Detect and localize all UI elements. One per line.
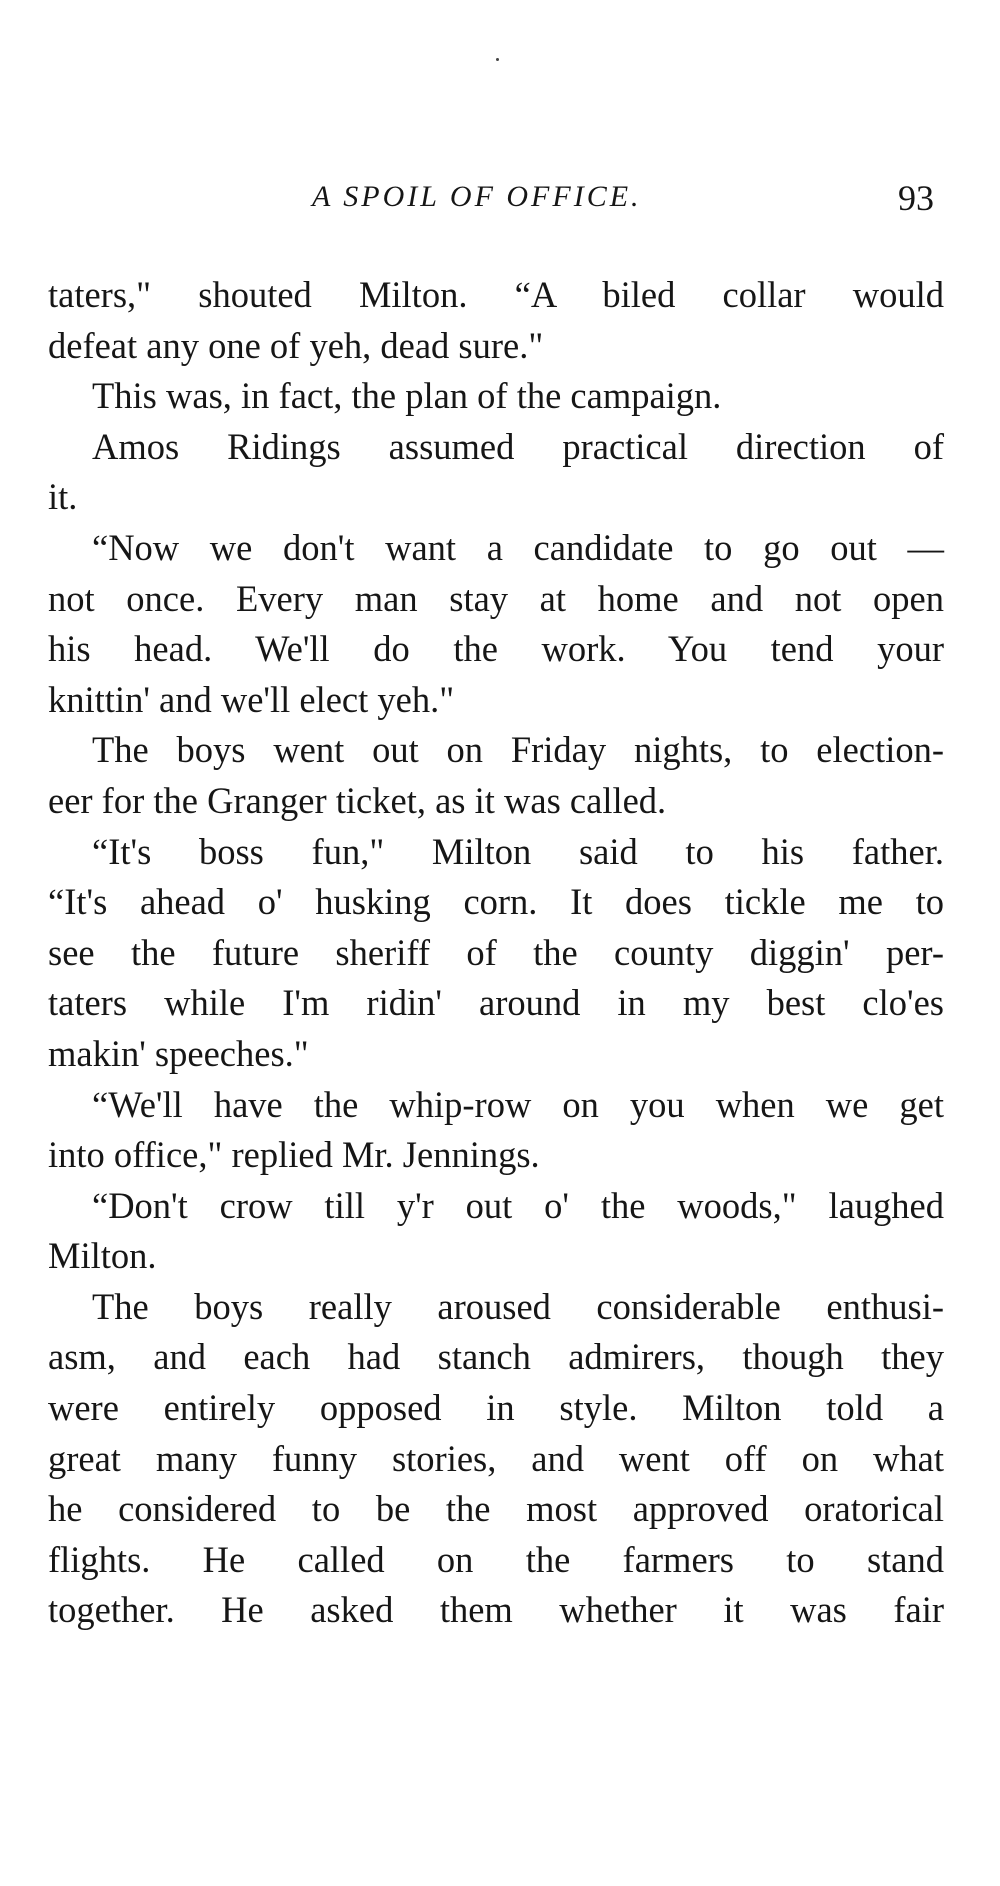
paragraph xyxy=(48,270,944,371)
paragraph xyxy=(48,725,944,826)
paragraph xyxy=(48,827,944,1080)
text-line: it. xyxy=(48,476,78,518)
text-line: eer for the Granger ticket, as it was called. xyxy=(48,779,667,821)
paragraph xyxy=(48,1080,944,1181)
text-line: “It's boss fun," Milton said to his father. xyxy=(92,830,944,872)
paragraph xyxy=(48,422,944,523)
text-line: taters while I'm ridin' around in my best clo'es xyxy=(48,982,944,1024)
text-line: makin' speeches." xyxy=(48,1032,309,1074)
text-line: “We'll have the whip-row on you when we get xyxy=(92,1083,944,1125)
body-text xyxy=(48,270,944,1636)
text-line: Milton. xyxy=(48,1235,157,1277)
text-line: “Don't crow till y'r out o' the woods," laughed xyxy=(92,1184,944,1226)
text-line: “It's ahead o' husking corn. It does tickle me to xyxy=(48,881,944,923)
page-number: 93 xyxy=(898,178,934,218)
text-line: defeat any one of yeh, dead sure." xyxy=(48,324,544,366)
text-line: great many funny stories, and went off on what xyxy=(48,1437,944,1479)
text-line: not once. Every man stay at home and not open xyxy=(48,577,944,619)
text-line: his head. We'll do the work. You tend your xyxy=(48,628,944,670)
text-line: Amos Ridings assumed practical direction of xyxy=(92,425,944,467)
text-line: see the future sheriff of the county diggin' per- xyxy=(48,931,944,973)
text-line: knittin' and we'll elect yeh." xyxy=(48,678,455,720)
paragraph xyxy=(48,371,944,422)
text-line: taters," shouted Milton. “A biled collar would xyxy=(48,274,944,315)
text-line: The boys really aroused considerable enthusi- xyxy=(92,1285,944,1327)
text-line: The boys went out on Friday nights, to election- xyxy=(92,729,944,771)
paragraph xyxy=(48,523,944,725)
running-header xyxy=(0,180,1000,230)
text-line: This was, in fact, the plan of the campaign. xyxy=(92,375,722,417)
paragraph xyxy=(48,1282,944,1636)
running-title: A SPOIL OF OFFICE. xyxy=(312,180,642,213)
text-line: asm, and each had stanch admirers, though they xyxy=(48,1336,944,1378)
text-line: together. He asked them whether it was fair xyxy=(48,1589,944,1631)
ink-speck xyxy=(496,58,499,61)
paragraph xyxy=(48,1181,944,1282)
text-line: were entirely opposed in style. Milton told a xyxy=(48,1387,944,1429)
text-line: flights. He called on the farmers to stand xyxy=(48,1538,944,1580)
text-line: into office," replied Mr. Jennings. xyxy=(48,1134,540,1176)
text-line: “Now we don't want a candidate to go out — xyxy=(92,526,944,568)
text-line: he considered to be the most approved oratorical xyxy=(48,1488,944,1530)
